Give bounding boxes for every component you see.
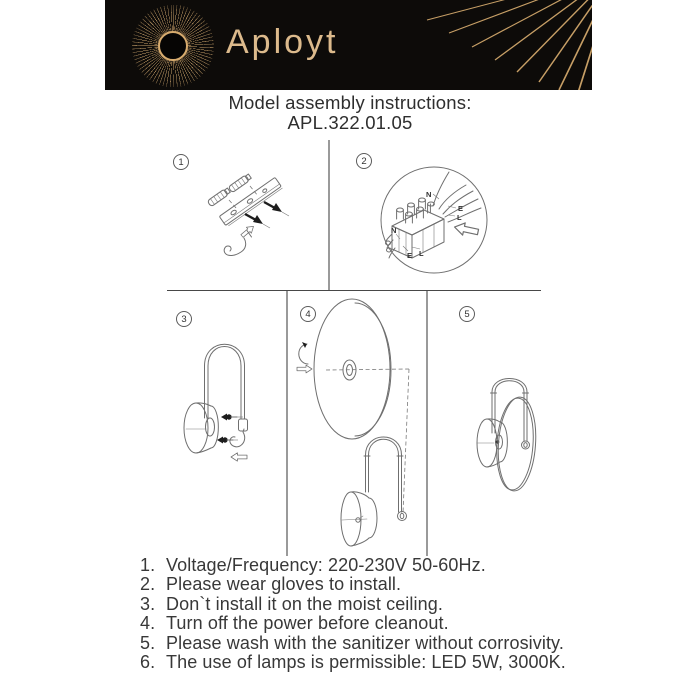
wire-label-n2: N <box>391 226 397 235</box>
item-number: 4. <box>140 613 156 634</box>
step4-disc-drawing <box>297 299 409 546</box>
terminal-block <box>392 210 444 258</box>
screw-arrow <box>245 214 270 228</box>
brand-banner <box>105 0 592 90</box>
step2-wiring-drawing <box>381 167 487 273</box>
wall-base <box>184 403 218 453</box>
item-number: 1. <box>140 555 156 575</box>
direction-arrow-icon <box>297 365 312 373</box>
step-badge-4: 4 <box>300 306 316 322</box>
list-item <box>140 653 566 672</box>
assembly-diagrams <box>0 130 700 560</box>
instruction-list <box>140 556 566 672</box>
buckle-part <box>224 238 245 256</box>
list-item <box>140 634 566 653</box>
wire-label-l: L <box>457 213 462 222</box>
item-text: Turn off the power before cleanout. <box>166 613 449 634</box>
wire-label-l2: L <box>419 249 424 258</box>
wall-anchor <box>207 187 231 206</box>
wall-anchor <box>228 173 252 192</box>
ray-fan-icon <box>327 0 592 90</box>
item-number: 2. <box>140 574 156 595</box>
disc-shade <box>494 396 539 492</box>
item-text: Please wear gloves to install. <box>166 574 402 595</box>
wire-label-n: N <box>426 190 432 199</box>
heading-block <box>0 93 700 132</box>
item-text: The use of lamps is permissible: LED 5W, 3000K. <box>166 652 566 673</box>
list-item <box>140 614 566 633</box>
diagram-canvas <box>0 130 700 560</box>
step-badge-2: 2 <box>356 153 372 169</box>
step1-bracket-drawing <box>207 173 289 255</box>
shade-knob <box>398 512 407 521</box>
direction-arrow-icon <box>453 221 479 238</box>
list-item <box>140 556 566 575</box>
page-title: Model assembly instructions: <box>228 92 472 113</box>
shade-knob <box>522 441 530 449</box>
screw-arrow <box>264 202 289 216</box>
item-text: Voltage/Frequency: 220-230V 50-60Hz. <box>166 555 486 575</box>
wall-base-drum <box>341 492 377 546</box>
step5-assembled-drawing <box>477 379 539 493</box>
brand-wordmark: Aployt <box>226 23 339 61</box>
item-number: 5. <box>140 632 156 653</box>
list-item <box>140 595 566 614</box>
hook-part <box>230 429 245 447</box>
item-text: Don`t install it on the moist ceiling. <box>166 593 443 614</box>
rotate-arrow-icon <box>299 342 308 364</box>
model-code: APL.322.01.05 <box>287 111 413 133</box>
item-text: Please wash with the sanitizer without corrosivity. <box>166 632 564 653</box>
terminal-screws <box>397 198 435 223</box>
item-number: 3. <box>140 593 156 614</box>
direction-arrow-icon <box>231 453 247 461</box>
item-number: 6. <box>140 652 156 673</box>
wire-label-e: E <box>458 204 464 213</box>
step-badge-1: 1 <box>173 154 189 170</box>
arch-frame <box>364 437 403 512</box>
screw-arrow <box>217 437 238 444</box>
wire-label-e2: E <box>407 251 413 260</box>
step-badge-3: 3 <box>176 311 192 327</box>
step-badge-5: 5 <box>459 306 475 322</box>
step3-mount-drawing <box>184 344 248 461</box>
list-item <box>140 575 566 594</box>
sunburst-center <box>158 31 188 61</box>
